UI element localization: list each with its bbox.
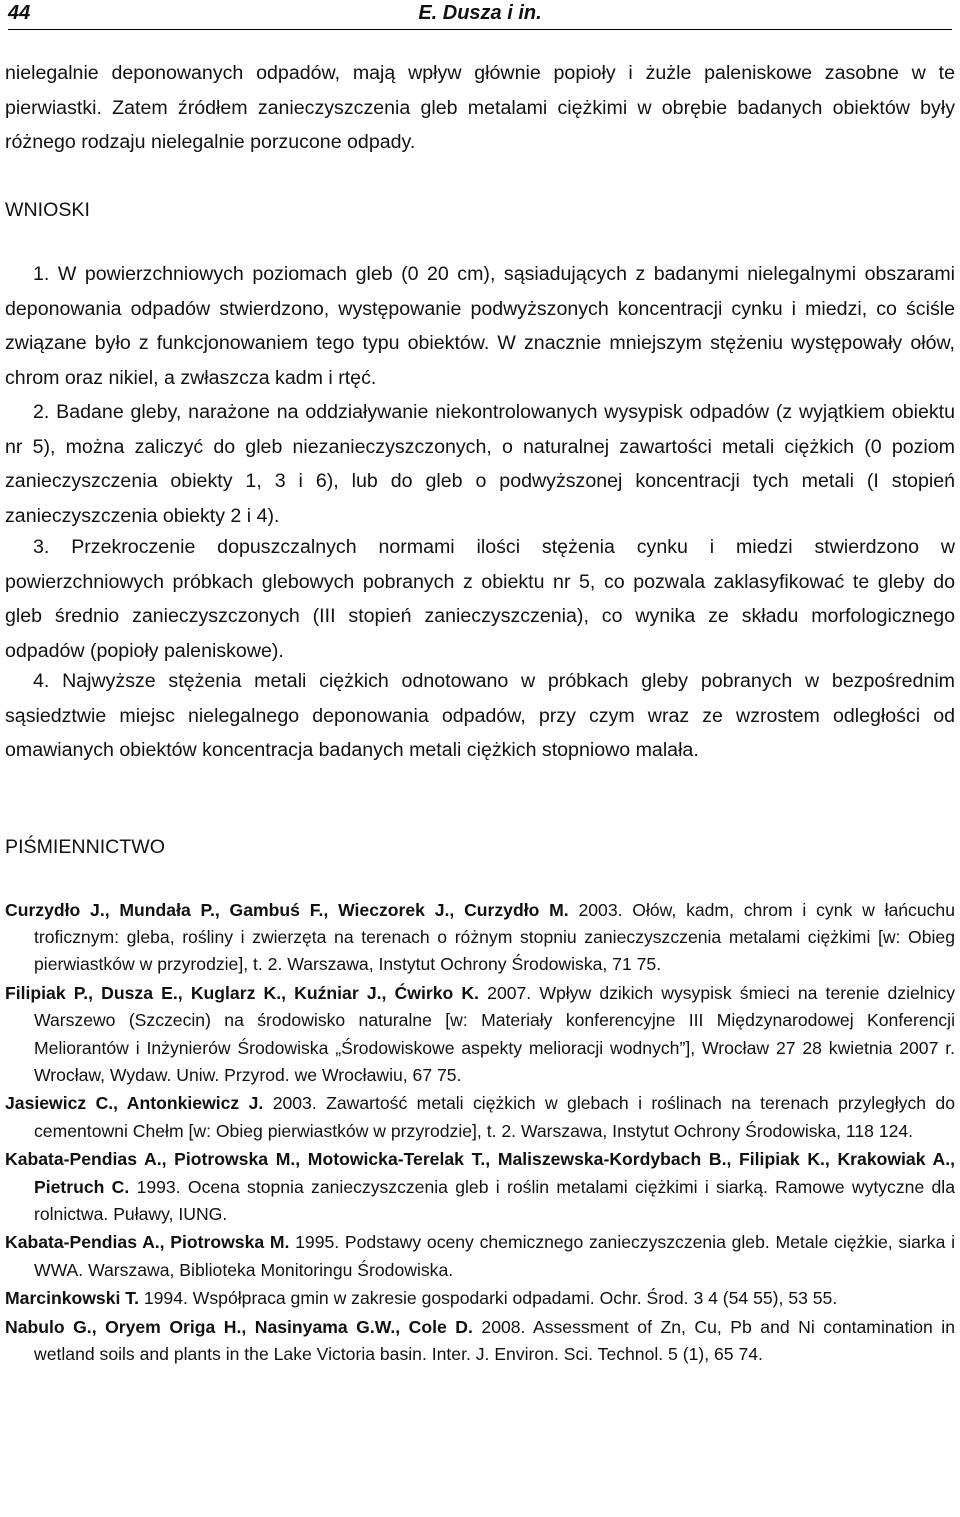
reference-authors: Nabulo G., Oryem Origa H., Nasinyama G.W., Cole D. <box>5 1317 473 1338</box>
reference-details: 1994. Współpraca gmin w zakresie gospodarki odpadami. Ochr. Środ. 3 4 (54 55), 53 55. <box>138 1288 838 1309</box>
page-header <box>8 0 952 30</box>
reference-details: 2003. Ołów, kadm, chrom i cynk w łańcuchu troficznym: gleba, rośliny i zwierzęta na terenach o różnym stopniu zanieczyszczenia metalami ciężkimi [w: Obieg pierwiastków w przyrodzie], t. 2. Warszawa, Instytut Ochrony Środowiska, 71 75. <box>34 900 955 975</box>
conclusion-item-2: 2. Badane gleby, narażone na oddziaływanie niekontrolowanych wysypisk odpadów (z wyjątkiem obiektu nr 5), można zaliczyć do gleb niezanieczyszczonych, o naturalnej zawartości metali ciężkich (0 poziom zanieczyszczenia obiekty 1, 3 i 6), lub do gleb o podwyższonej koncentracji tych metali (I stopień zanieczyszczenia obiekty 2 i 4). <box>5 401 955 527</box>
page-number: 44 <box>8 2 31 24</box>
conclusion-item-1: 1. W powierzchniowych poziomach gleb (0 20 cm), sąsiadujących z badanymi nielegalnymi obszarami deponowania odpadów stwierdzono, występowanie podwyższonych koncentracji cynku i miedzi, co ściśle związane było z funkcjonowaniem tego typu obiektów. W znacznie mniejszym stężeniu występowały ołów, chrom oraz nikiel, a zwłaszcza kadm i rtęć. <box>5 263 955 389</box>
reference-item <box>5 980 955 1089</box>
conclusion-item-4: 4. Najwyższe stężenia metali ciężkich odnotowano w próbkach gleby pobranych w bezpośrednim sąsiedztwie miejsc nielegalnego deponowania odpadów, przy czym wraz ze wzrostem odległości od omawianych obiektów koncentracja badanych metali ciężkich stopniowo malała. <box>5 670 955 761</box>
intro-paragraph: nielegalnie deponowanych odpadów, mają wpływ głównie popioły i żużle paleniskowe zasobne w te pierwiastki. Zatem źródłem zanieczyszczenia gleb metalami ciężkimi w obrębie badanych obiektów były różnego rodzaju nielegalnie porzucone odpady. <box>5 62 955 153</box>
reference-details: 2007. Wpływ dzikich wysypisk śmieci na terenie dzielnicy Warszewo (Szczecin) na środowisko naturalne [w: Materiały konferencyjne III Międzynarodowej Konferencji Meliorantów i Inżynierów Środowiska „Środowiskowe aspekty melioracji wodnych”], Wrocław 27 28 kwietnia 2007 r. Wrocław, Wydaw. Uniw. Przyrod. we Wrocławiu, 67 75. <box>34 983 955 1085</box>
reference-details: 1995. Podstawy oceny chemicznego zanieczyszczenia gleb. Metale ciężkie, siarka i WWA. Warszawa, Biblioteka Monitoringu Środowiska. <box>34 1232 955 1280</box>
reference-item <box>5 897 955 979</box>
reference-authors: Kabata-Pendias A., Piotrowska M., Motowicka-Terelak T., Maliszewska-Kordybach B., Filipiak K., Krakowiak A., Pietruch C. <box>5 1149 955 1197</box>
reference-details: 1993. Ocena stopnia zanieczyszczenia gleb i roślin metalami ciężkimi i siarką. Ramowe wytyczne dla rolnictwa. Puławy, IUNG. <box>34 1176 955 1224</box>
conclusion-item-3: 3. Przekroczenie dopuszczalnych normami ilości stężenia cynku i miedzi stwierdzono w powierzchniowych próbkach glebowych pobranych z obiektu nr 5, co pozwala zaklasyfikować te gleby do gleb średnio zanieczyszczonych (III stopień zanieczyszczenia), co wynika ze składu morfologicznego odpadów (popioły paleniskowe). <box>5 536 955 662</box>
reference-authors: Jasiewicz C., Antonkiewicz J. <box>5 1093 264 1114</box>
references-heading: PIŚMIENNICTWO <box>5 836 166 858</box>
reference-item <box>5 1146 955 1228</box>
reference-list <box>5 897 955 1370</box>
reference-item <box>5 1314 955 1368</box>
reference-authors: Kabata-Pendias A., Piotrowska M. <box>5 1232 290 1253</box>
reference-details: 2008. Assessment of Zn, Cu, Pb and Ni contamination in wetland soils and plants in the Lake Victoria basin. Inter. J. Environ. Sci. Technol. 5 (1), 65 74. <box>34 1317 956 1365</box>
reference-item <box>5 1229 955 1283</box>
reference-authors: Filipiak P., Dusza E., Kuglarz K., Kuźniar J., Ćwirko K. <box>5 983 479 1004</box>
conclusions-heading: WNIOSKI <box>5 199 90 221</box>
reference-details: 2003. Zawartość metali ciężkich w glebach i roślinach na terenach przyległych do cementowni Chełm [w: Obieg pierwiastków w przyrodzie], t. 2. Warszawa, Instytut Ochrony Środowiska, 118 124. <box>34 1093 955 1141</box>
reference-authors: Curzydło J., Mundała P., Gambuś F., Wieczorek J., Curzydło M. <box>5 900 569 920</box>
reference-item <box>5 1285 955 1312</box>
running-head: E. Dusza i in. <box>418 2 542 24</box>
reference-authors: Marcinkowski T. <box>5 1288 139 1309</box>
reference-item <box>5 1090 955 1144</box>
